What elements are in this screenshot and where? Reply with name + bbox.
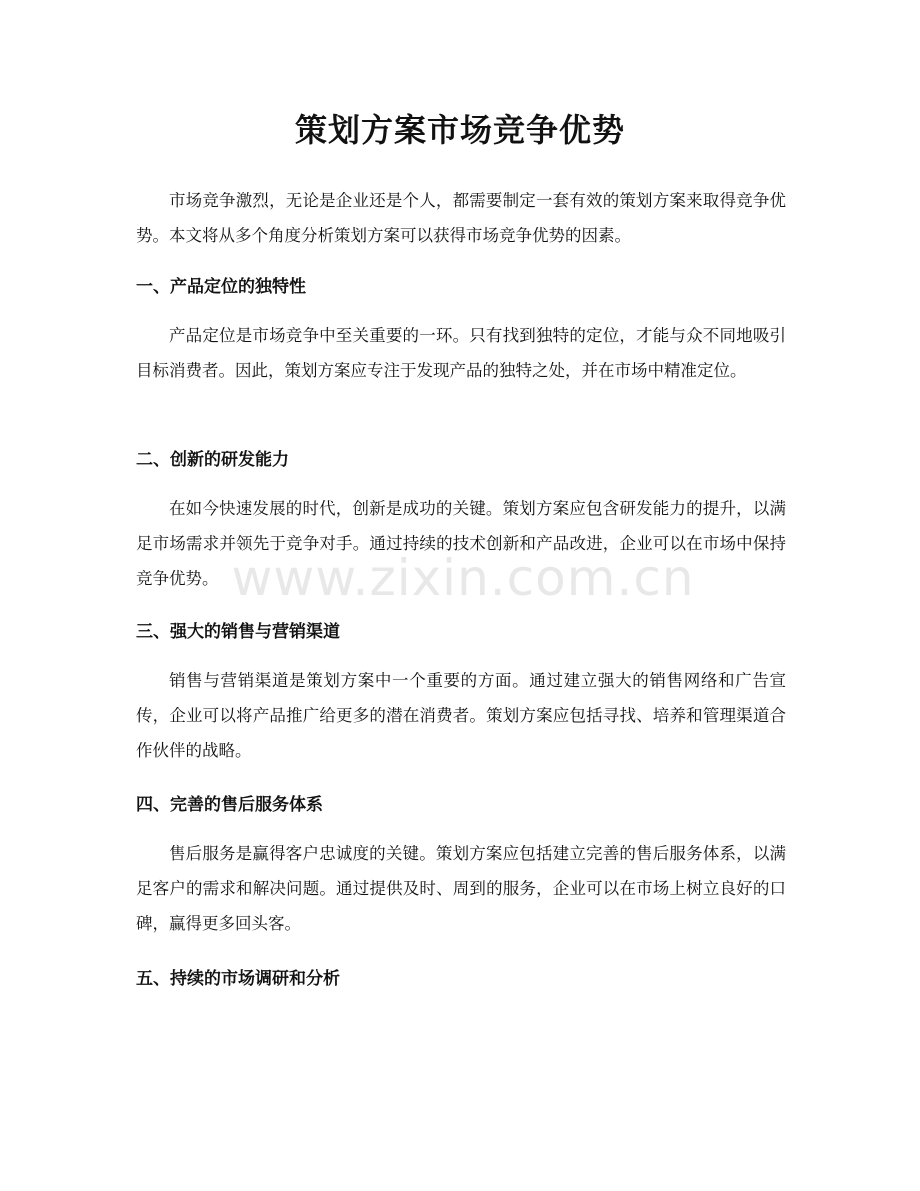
section-5-heading: 五、持续的市场调研和分析 — [136, 969, 340, 989]
section-2-body: 在如今快速发展的时代，创新是成功的关键。策划方案应包含研发能力的提升，以满足市场需求并领先于竞争对手。通过持续的技术创新和产品改进，企业可以在市场中保持竞争优势。 — [136, 499, 786, 588]
section-4-heading: 四、完善的售后服务体系 — [136, 795, 323, 815]
section-3-heading: 三、强大的销售与营销渠道 — [136, 622, 340, 642]
watermark-text: www.zixin.com.cn — [231, 549, 695, 607]
section-1-heading: 一、产品定位的独特性 — [136, 277, 306, 297]
section-4-body: 售后服务是赢得客户忠诚度的关键。策划方案应包括建立完善的售后服务体系，以满足客户的需求和解决问题。通过提供及时、周到的服务，企业可以在市场上树立良好的口碑，赢得更多回头客。 — [136, 844, 786, 933]
section-3-body: 销售与营销渠道是策划方案中一个重要的方面。通过建立强大的销售网络和广告宣传，企业可以将产品推广给更多的潜在消费者。策划方案应包括寻找、培养和管理渠道合作伙伴的战略。 — [136, 671, 786, 760]
intro-paragraph: 市场竞争激烈，无论是企业还是个人，都需要制定一套有效的策划方案来取得竞争优势。本文将从多个角度分析策划方案可以获得市场竞争优势的因素。 — [136, 191, 786, 245]
document-title: 策划方案市场竞争优势 — [294, 111, 625, 149]
section-2-heading: 二、创新的研发能力 — [136, 450, 289, 470]
section-1-body: 产品定位是市场竞争中至关重要的一环。只有找到独特的定位，才能与众不同地吸引目标消费者。因此，策划方案应专注于发现产品的独特之处，并在市场中精准定位。 — [136, 326, 786, 380]
